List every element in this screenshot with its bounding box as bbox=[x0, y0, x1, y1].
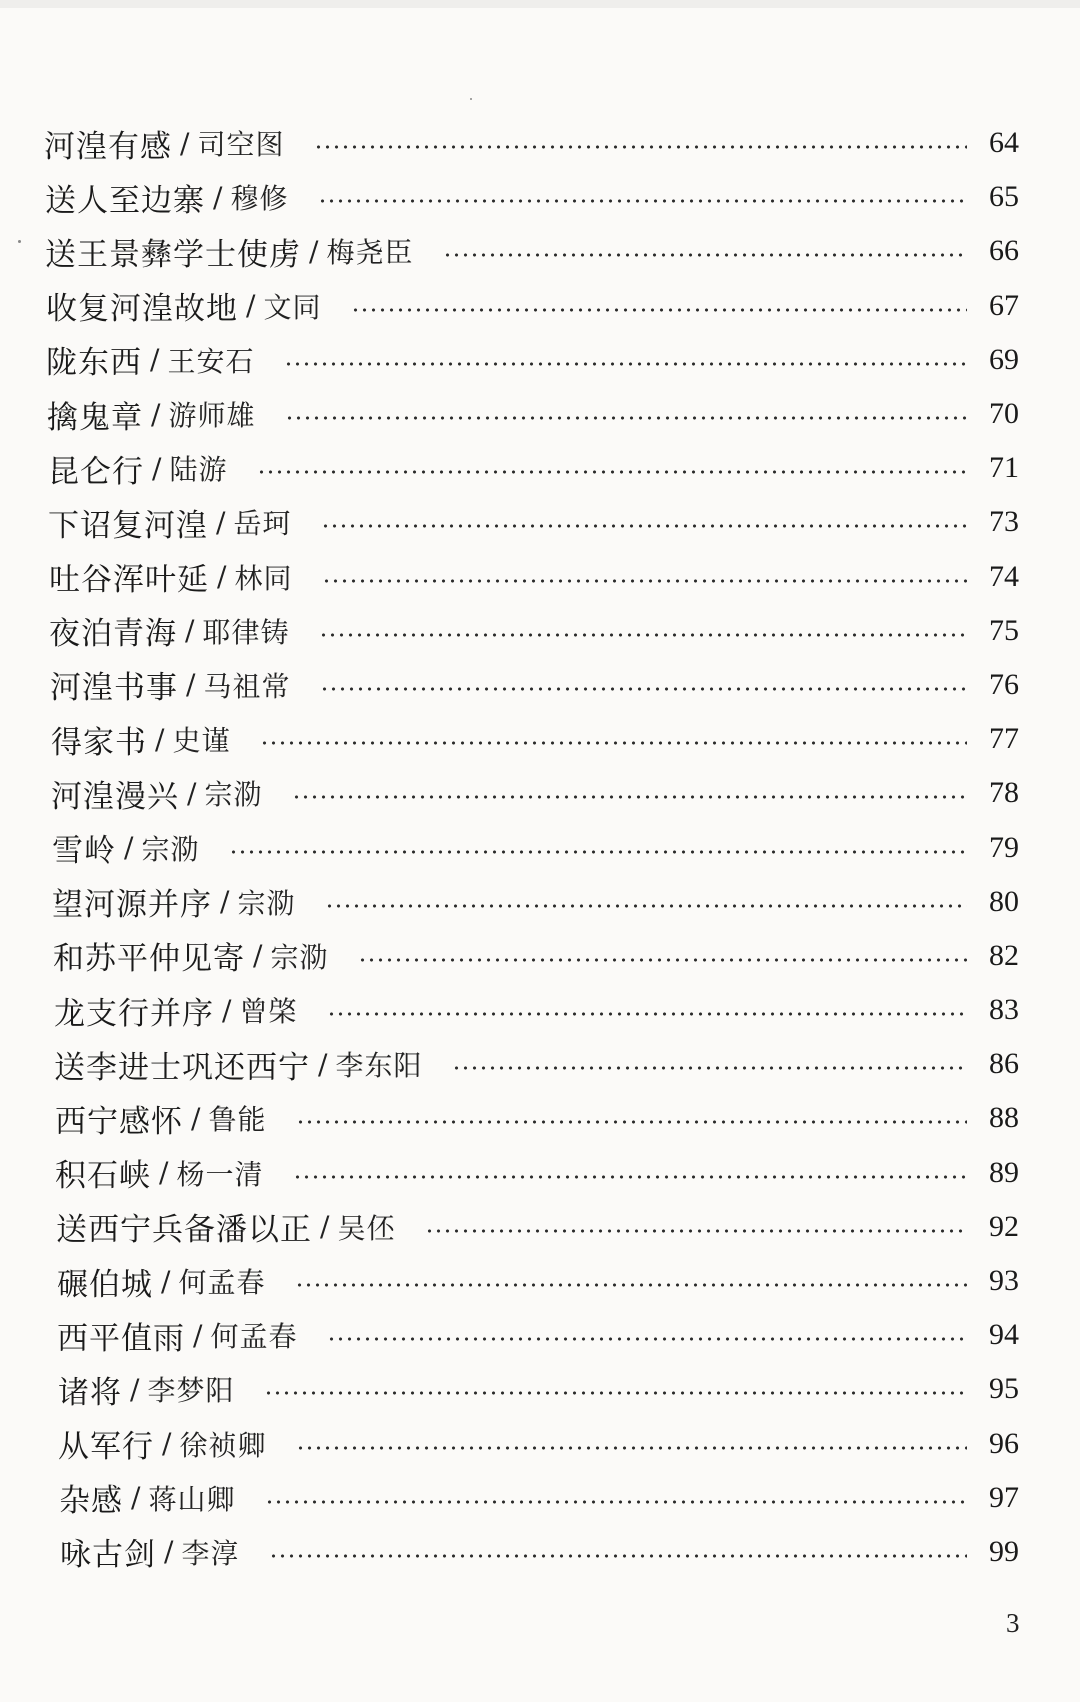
entry-author: 岳珂 bbox=[233, 507, 292, 541]
toc-entry bbox=[44, 333, 1019, 387]
entry-title: 碾伯城 bbox=[57, 1266, 153, 1303]
entry-author: 李东阳 bbox=[335, 1049, 423, 1083]
entry-separator: / bbox=[320, 1210, 330, 1244]
entry-author: 徐祯卿 bbox=[179, 1428, 267, 1462]
dot-leader bbox=[285, 416, 967, 420]
toc-entry bbox=[44, 170, 1019, 224]
entry-separator: / bbox=[185, 614, 195, 648]
dot-leader bbox=[265, 1500, 967, 1504]
entry-author: 耶律铸 bbox=[202, 615, 290, 649]
entry-title: 收复河湟故地 bbox=[46, 291, 238, 328]
entry-author: 林同 bbox=[234, 561, 293, 595]
entry-separator: / bbox=[150, 343, 160, 377]
entry-title: 河湟书事 bbox=[50, 670, 178, 707]
dot-leader bbox=[296, 1446, 967, 1450]
dot-leader bbox=[284, 362, 967, 366]
entry-author: 陆游 bbox=[169, 453, 228, 487]
entry-separator: / bbox=[161, 1264, 171, 1298]
dot-leader bbox=[257, 470, 967, 474]
dot-leader bbox=[293, 1175, 967, 1179]
entry-title: 积石峡 bbox=[55, 1158, 151, 1195]
entry-title: 望河源并序 bbox=[52, 887, 212, 924]
toc-entry bbox=[44, 224, 1019, 278]
entry-separator: / bbox=[130, 1372, 140, 1406]
entry-page-number: 66 bbox=[989, 234, 1019, 268]
dot-leader bbox=[358, 958, 967, 962]
toc-entry bbox=[44, 116, 1019, 170]
entry-title: 夜泊青海 bbox=[49, 616, 177, 653]
entry-author: 吴伾 bbox=[337, 1211, 396, 1245]
dot-leader bbox=[425, 1229, 967, 1233]
entry-title: 西宁感怀 bbox=[55, 1103, 183, 1140]
dot-leader bbox=[319, 633, 967, 637]
toc-entry bbox=[44, 983, 1019, 1037]
entry-title: 昆仑行 bbox=[48, 453, 144, 490]
dot-leader bbox=[443, 253, 967, 257]
dot-leader bbox=[321, 524, 967, 528]
entry-author: 蒋山卿 bbox=[148, 1482, 236, 1516]
toc-entry bbox=[44, 495, 1019, 549]
entry-author: 王安石 bbox=[167, 344, 255, 378]
entry-page-number: 96 bbox=[989, 1426, 1019, 1460]
entry-title: 雪岭 bbox=[52, 833, 116, 870]
dot-leader bbox=[327, 1337, 967, 1341]
entry-separator: / bbox=[309, 234, 319, 268]
entry-page-number: 79 bbox=[989, 830, 1019, 864]
toc-entry bbox=[44, 279, 1019, 333]
entry-page-number: 97 bbox=[989, 1480, 1019, 1514]
entry-separator: / bbox=[180, 126, 190, 160]
entry-page-number: 94 bbox=[989, 1318, 1019, 1352]
entry-page-number: 67 bbox=[989, 288, 1019, 322]
dot-leader bbox=[452, 1066, 967, 1070]
toc-entry bbox=[44, 766, 1019, 820]
dot-leader bbox=[296, 1120, 967, 1124]
entry-title: 咏古剑 bbox=[60, 1537, 156, 1574]
entry-separator: / bbox=[213, 180, 223, 214]
entry-title: 送西宁兵备潘以正 bbox=[56, 1212, 312, 1249]
entry-page-number: 92 bbox=[989, 1209, 1019, 1243]
toc-entry bbox=[44, 550, 1019, 604]
scan-speck bbox=[18, 240, 21, 243]
entry-page-number: 77 bbox=[989, 722, 1019, 756]
toc-entry bbox=[44, 441, 1019, 495]
entry-page-number: 73 bbox=[989, 505, 1019, 539]
entry-author: 文同 bbox=[263, 290, 322, 324]
entry-author: 游师雄 bbox=[168, 399, 256, 433]
entry-author: 宗泐 bbox=[204, 778, 263, 812]
entry-separator: / bbox=[159, 1156, 169, 1190]
entry-page-number: 75 bbox=[989, 613, 1019, 647]
entry-title: 陇东西 bbox=[46, 345, 142, 382]
entry-author: 何孟春 bbox=[178, 1266, 266, 1300]
entry-title: 擒鬼章 bbox=[47, 399, 143, 436]
toc-entry bbox=[44, 658, 1019, 712]
entry-separator: / bbox=[151, 397, 161, 431]
entry-page-number: 86 bbox=[989, 1047, 1019, 1081]
dot-leader bbox=[351, 308, 967, 312]
entry-title: 诸将 bbox=[58, 1374, 122, 1411]
entry-author: 鲁能 bbox=[208, 1103, 267, 1137]
entry-author: 李淳 bbox=[181, 1536, 240, 1570]
entry-author: 宗泐 bbox=[237, 886, 296, 920]
entry-author: 何孟春 bbox=[210, 1320, 298, 1354]
entry-author: 马祖常 bbox=[203, 669, 291, 703]
entry-separator: / bbox=[318, 1047, 328, 1081]
entry-title: 送人至边寨 bbox=[45, 182, 205, 219]
entry-author: 曾棨 bbox=[239, 995, 298, 1029]
entry-title: 下诏复河湟 bbox=[48, 507, 208, 544]
entry-title: 送王景彝学士使虏 bbox=[45, 236, 301, 273]
entry-separator: / bbox=[191, 1101, 201, 1135]
dot-leader bbox=[260, 741, 967, 745]
entry-separator: / bbox=[193, 1318, 203, 1352]
entry-title: 西平值雨 bbox=[57, 1320, 185, 1357]
toc-entry bbox=[44, 875, 1019, 929]
dot-leader bbox=[264, 1391, 967, 1395]
entry-author: 李梦阳 bbox=[147, 1374, 235, 1408]
entry-author: 宗泐 bbox=[270, 940, 329, 974]
entry-separator: / bbox=[131, 1481, 141, 1515]
toc-entry bbox=[44, 387, 1019, 441]
toc-entry bbox=[44, 1471, 1019, 1525]
entry-author: 司空图 bbox=[197, 128, 285, 162]
entry-separator: / bbox=[164, 1535, 174, 1569]
entry-separator: / bbox=[220, 885, 230, 919]
entry-title: 吐谷浑叶延 bbox=[49, 562, 209, 599]
entry-title: 龙支行并序 bbox=[54, 995, 214, 1032]
entry-separator: / bbox=[217, 560, 227, 594]
toc-entry bbox=[44, 929, 1019, 983]
entry-separator: / bbox=[216, 505, 226, 539]
entry-page-number: 74 bbox=[989, 559, 1019, 593]
entry-separator: / bbox=[187, 776, 197, 810]
entry-page-number: 69 bbox=[989, 342, 1019, 376]
toc-entry bbox=[44, 1037, 1019, 1091]
scan-speck bbox=[470, 98, 472, 100]
entry-separator: / bbox=[152, 451, 162, 485]
dot-leader bbox=[229, 850, 967, 854]
entry-title: 杂感 bbox=[59, 1483, 123, 1520]
entry-page-number: 65 bbox=[989, 180, 1019, 214]
dot-leader bbox=[295, 1283, 967, 1287]
entry-title: 从军行 bbox=[58, 1429, 154, 1466]
entry-separator: / bbox=[124, 831, 134, 865]
toc-entry bbox=[44, 1525, 1019, 1579]
entry-title: 和苏平仲见寄 bbox=[53, 941, 245, 978]
entry-page-number: 93 bbox=[989, 1264, 1019, 1298]
entry-page-number: 82 bbox=[989, 938, 1019, 972]
entry-author: 穆修 bbox=[230, 182, 289, 216]
page-number: 3 bbox=[1006, 1608, 1020, 1638]
entry-title: 河湟漫兴 bbox=[51, 778, 179, 815]
entry-page-number: 99 bbox=[989, 1534, 1019, 1568]
toc-entry bbox=[44, 604, 1019, 658]
toc-entry bbox=[44, 712, 1019, 766]
entry-page-number: 71 bbox=[989, 451, 1019, 485]
dot-leader bbox=[325, 904, 967, 908]
entry-author: 梅尧臣 bbox=[326, 236, 414, 270]
entry-separator: / bbox=[246, 289, 256, 323]
entry-separator: / bbox=[155, 722, 165, 756]
toc-entry bbox=[44, 1417, 1019, 1471]
dot-leader bbox=[318, 199, 967, 203]
dot-leader bbox=[320, 687, 967, 691]
toc-entry bbox=[44, 1308, 1019, 1362]
toc-entry bbox=[44, 1254, 1019, 1308]
entry-author: 宗泐 bbox=[141, 832, 200, 866]
table-of-contents bbox=[44, 116, 1019, 1579]
entry-separator: / bbox=[222, 993, 232, 1027]
toc-entry bbox=[44, 1091, 1019, 1145]
entry-separator: / bbox=[186, 668, 196, 702]
scan-top-edge bbox=[0, 0, 1080, 8]
entry-page-number: 76 bbox=[989, 667, 1019, 701]
entry-page-number: 83 bbox=[989, 993, 1019, 1027]
entry-title: 河湟有感 bbox=[44, 128, 172, 165]
entry-separator: / bbox=[253, 939, 263, 973]
entry-page-number: 95 bbox=[989, 1372, 1019, 1406]
entry-title: 得家书 bbox=[51, 724, 147, 761]
toc-entry bbox=[44, 1362, 1019, 1416]
entry-page-number: 80 bbox=[989, 884, 1019, 918]
toc-entry bbox=[44, 1200, 1019, 1254]
entry-page-number: 89 bbox=[989, 1155, 1019, 1189]
entry-page-number: 70 bbox=[989, 397, 1019, 431]
dot-leader bbox=[314, 145, 967, 149]
toc-entry bbox=[44, 1146, 1019, 1200]
entry-separator: / bbox=[162, 1427, 172, 1461]
dot-leader bbox=[292, 795, 967, 799]
entry-page-number: 78 bbox=[989, 776, 1019, 810]
dot-leader bbox=[269, 1554, 967, 1558]
entry-author: 杨一清 bbox=[176, 1157, 264, 1191]
entry-page-number: 88 bbox=[989, 1101, 1019, 1135]
dot-leader bbox=[327, 1012, 967, 1016]
toc-entry bbox=[44, 820, 1019, 874]
entry-page-number: 64 bbox=[989, 126, 1019, 160]
dot-leader bbox=[322, 579, 967, 583]
entry-title: 送李进士巩还西宁 bbox=[54, 1049, 310, 1086]
entry-author: 史谨 bbox=[172, 724, 231, 758]
